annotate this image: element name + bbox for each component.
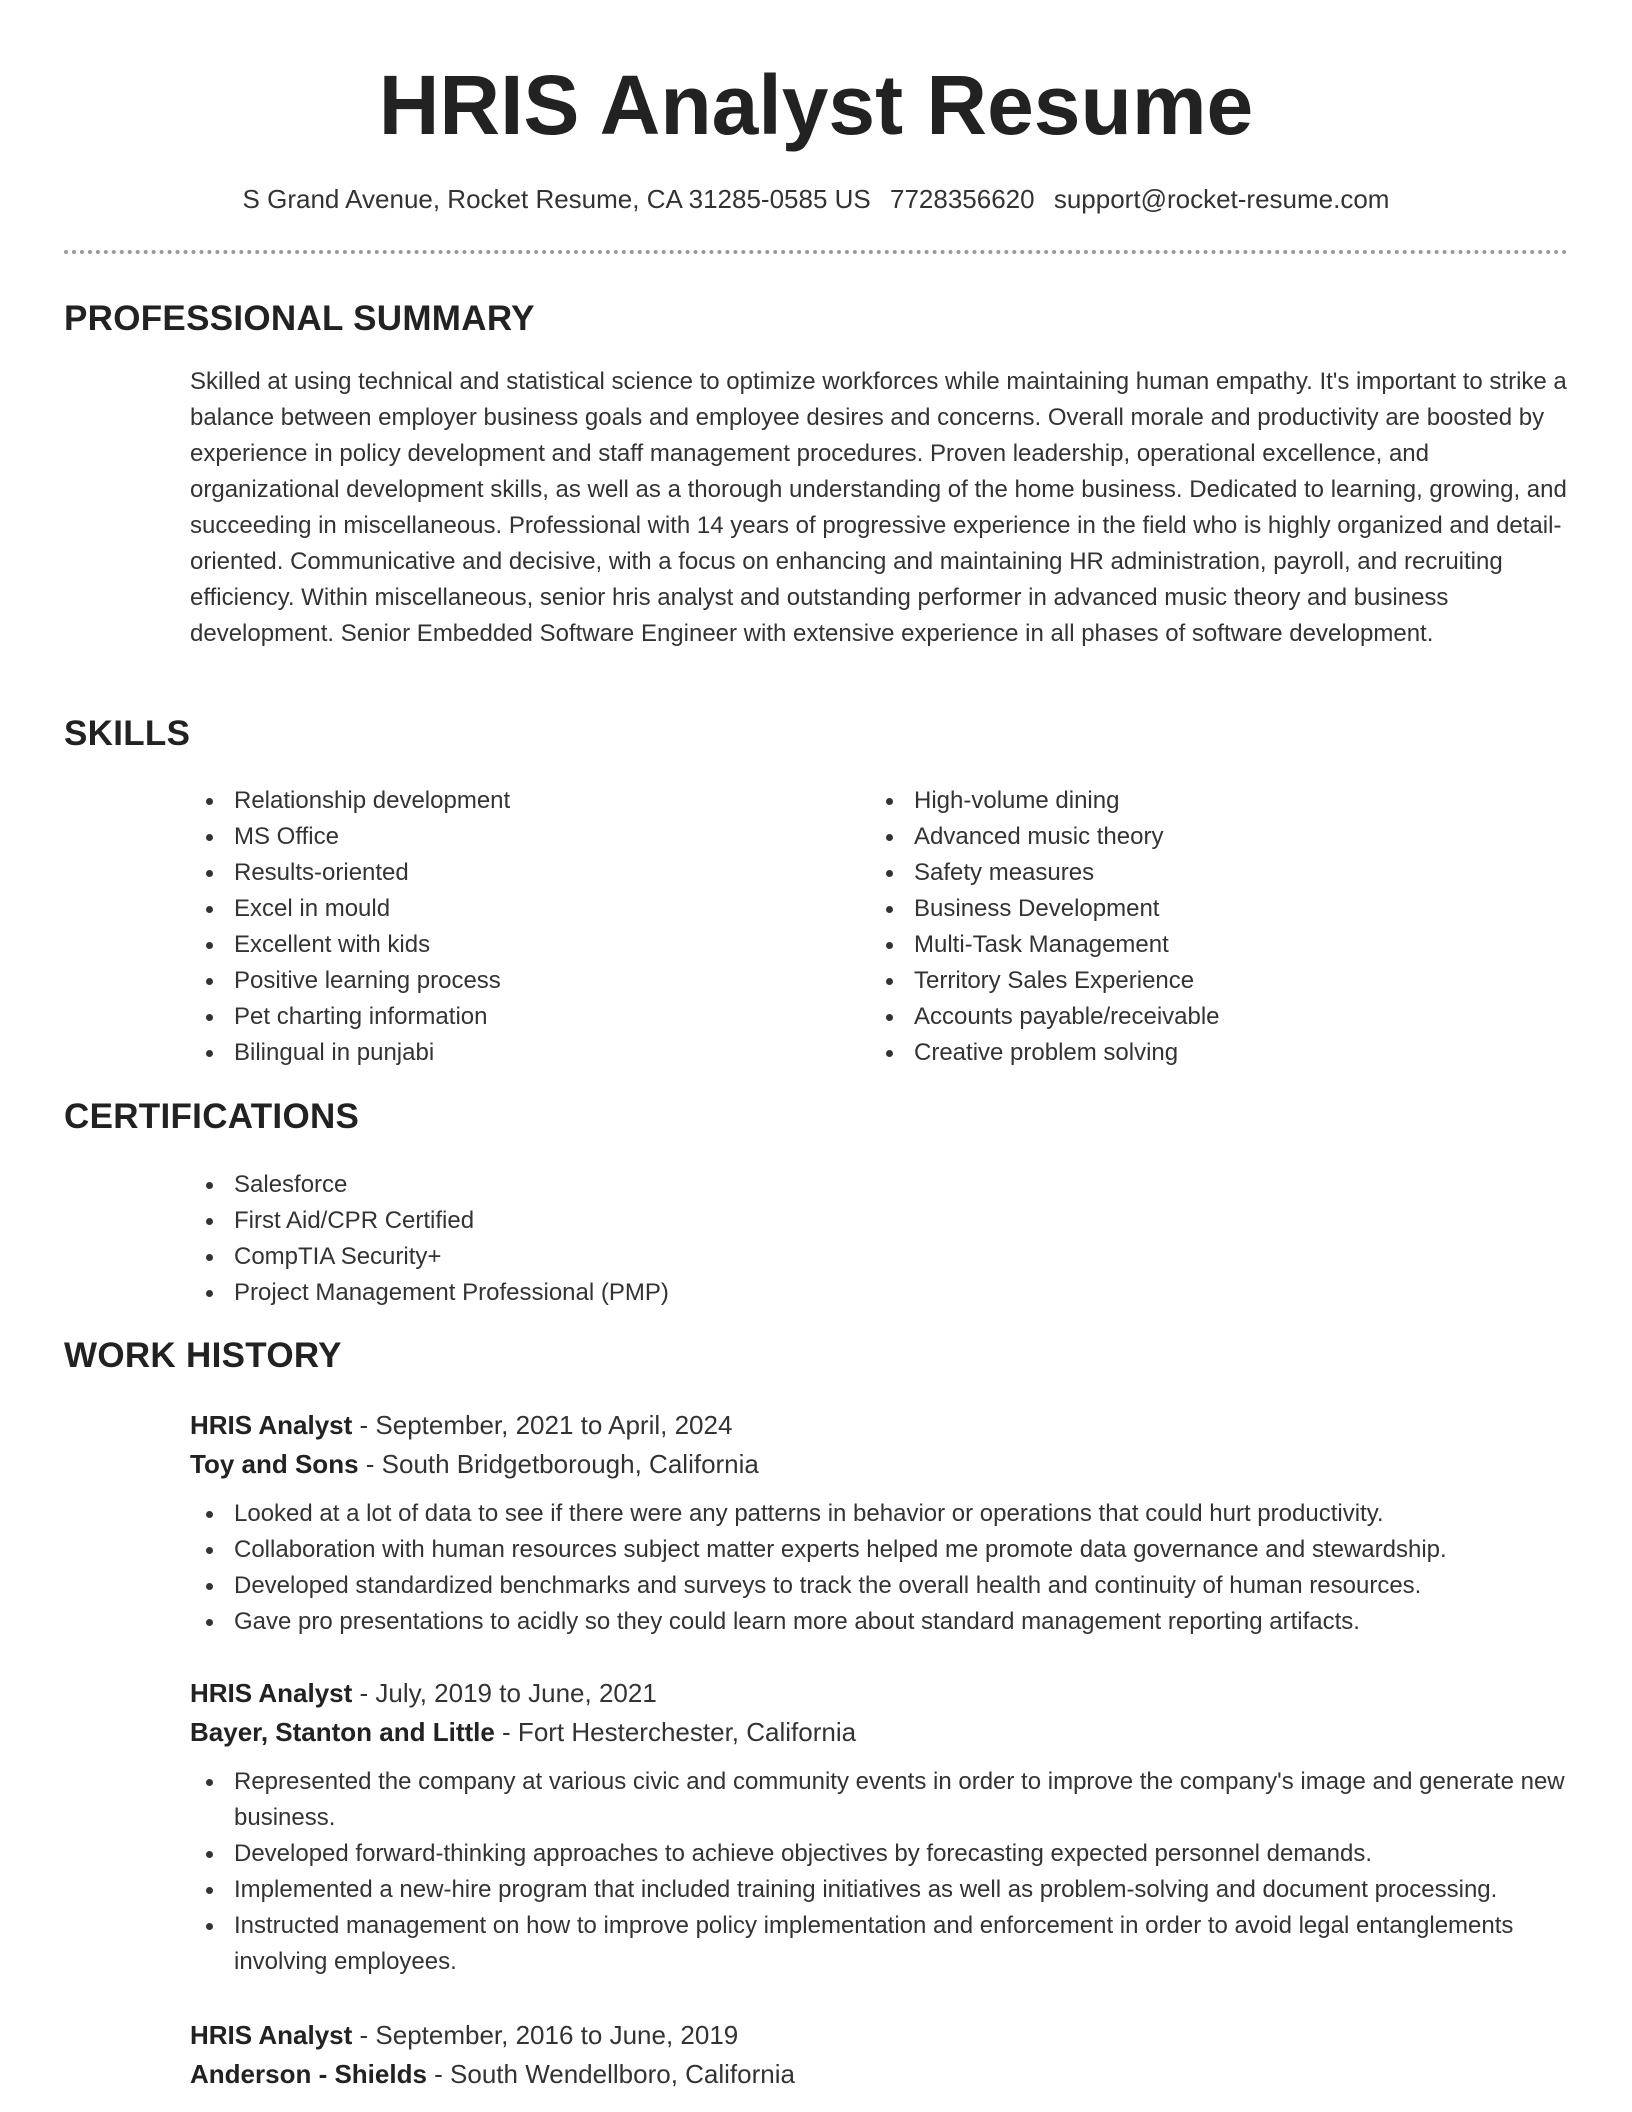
skill-item: Advanced music theory [870, 819, 1510, 855]
header-divider [64, 250, 1568, 254]
job-dates: - July, 2019 to June, 2021 [352, 1678, 657, 1708]
skill-item: Excellent with kids [190, 927, 830, 963]
skill-item: Bilingual in punjabi [190, 1035, 830, 1071]
job-duty: Developed standardized benchmarks and surveys to track the overall health and continuity of human resources. [190, 1568, 1570, 1604]
job-role: HRIS Analyst [190, 1410, 353, 1440]
skills-list-left [190, 783, 830, 1071]
job-role: HRIS Analyst [190, 1678, 353, 1708]
summary-section [64, 297, 1568, 341]
skill-item: Safety measures [870, 855, 1510, 891]
job-duty: Collaboration with human resources subject matter experts helped me promote data governance and stewardship. [190, 1532, 1570, 1568]
job-duty: Gave pro presentations to acidly so they could learn more about standard management reporting artifacts. [190, 1604, 1570, 1640]
job-location: - Fort Hesterchester, California [494, 1717, 857, 1747]
certifications-section [64, 1095, 1568, 1139]
job-title-line [190, 1406, 1570, 1445]
job-duties-list [190, 1496, 1570, 1640]
certification-item: Salesforce [190, 1167, 1090, 1203]
job-title-line [190, 1674, 1570, 1713]
contact-email: support@rocket-resume.com [1053, 184, 1390, 214]
resume-title: HRIS Analyst Resume [378, 58, 1254, 152]
skill-item: Results-oriented [190, 855, 830, 891]
job-entry [190, 1674, 1570, 1980]
job-duty: Implemented a new-hire program that included training initiatives as well as problem-solving and document processing. [190, 1872, 1570, 1908]
skill-item: Excel in mould [190, 891, 830, 927]
skill-item: Territory Sales Experience [870, 963, 1510, 999]
job-entry [190, 2016, 1570, 2094]
summary-heading: PROFESSIONAL SUMMARY [64, 299, 535, 338]
job-company: Toy and Sons [190, 1449, 359, 1479]
work-history-section [64, 1334, 1568, 1378]
certification-item: CompTIA Security+ [190, 1239, 1090, 1275]
job-company-line [190, 2055, 1570, 2094]
certifications-heading: CERTIFICATIONS [64, 1097, 360, 1136]
certification-item: Project Management Professional (PMP) [190, 1275, 1090, 1311]
job-duty: Represented the company at various civic and community events in order to improve the company's image and generate new business. [190, 1764, 1570, 1836]
job-company-line [190, 1713, 1570, 1752]
contact-phone: 7728356620 [890, 184, 1035, 214]
skills-section [64, 712, 1568, 756]
job-duties-list [190, 1764, 1570, 1980]
certifications-list [190, 1167, 1090, 1311]
job-location: - South Bridgetborough, California [358, 1449, 759, 1479]
work-history-heading: WORK HISTORY [64, 1336, 342, 1375]
job-role: HRIS Analyst [190, 2020, 353, 2050]
skills-heading: SKILLS [64, 714, 191, 753]
job-location: - South Wendellboro, California [426, 2059, 795, 2089]
job-entry [190, 1406, 1570, 1640]
skill-item: Positive learning process [190, 963, 830, 999]
job-company-line [190, 1445, 1570, 1484]
skills-list-right [870, 783, 1510, 1071]
skill-item: Relationship development [190, 783, 830, 819]
contact-line [0, 179, 1632, 219]
job-duty: Developed forward-thinking approaches to achieve objectives by forecasting expected personnel demands. [190, 1836, 1570, 1872]
job-title-line [190, 2016, 1570, 2055]
contact-address: S Grand Avenue, Rocket Resume, CA 31285-0585 US [242, 184, 871, 214]
skill-item: Multi-Task Management [870, 927, 1510, 963]
skill-item: High-volume dining [870, 783, 1510, 819]
job-company: Anderson - Shields [190, 2059, 427, 2089]
job-dates: - September, 2016 to June, 2019 [352, 2020, 739, 2050]
job-duty: Looked at a lot of data to see if there were any patterns in behavior or operations that could hurt productivity. [190, 1496, 1570, 1532]
certification-item: First Aid/CPR Certified [190, 1203, 1090, 1239]
job-duty: Instructed management on how to improve policy implementation and enforcement in order to avoid legal entanglements involving employees. [190, 1908, 1570, 1980]
skill-item: Business Development [870, 891, 1510, 927]
skill-item: Accounts payable/receivable [870, 999, 1510, 1035]
job-dates: - September, 2021 to April, 2024 [352, 1410, 733, 1440]
summary-text: Skilled at using technical and statistical science to optimize workforces while maintaining human empathy. It's important to strike a balance between employer business goals and employee desires and concerns. Overall morale and productivity are boosted by experience in policy development and staff management procedures. Proven leadership, operational excellence, and organizational development skills, as well as a thorough understanding of the home business. Dedicated to learning, growing, and succeeding in miscellaneous. Professional with 14 years of progressive experience in the field who is highly organized and detail-oriented. Communicative and decisive, with a focus on enhancing and maintaining HR administration, payroll, and recruiting efficiency. Within miscellaneous, senior hris analyst and outstanding performer in advanced music theory and business development. Senior Embedded Software Engineer with extensive experience in all phases of software development. [190, 368, 1567, 647]
skill-item: Pet charting information [190, 999, 830, 1035]
job-company: Bayer, Stanton and Little [190, 1717, 495, 1747]
skill-item: Creative problem solving [870, 1035, 1510, 1071]
skill-item: MS Office [190, 819, 830, 855]
